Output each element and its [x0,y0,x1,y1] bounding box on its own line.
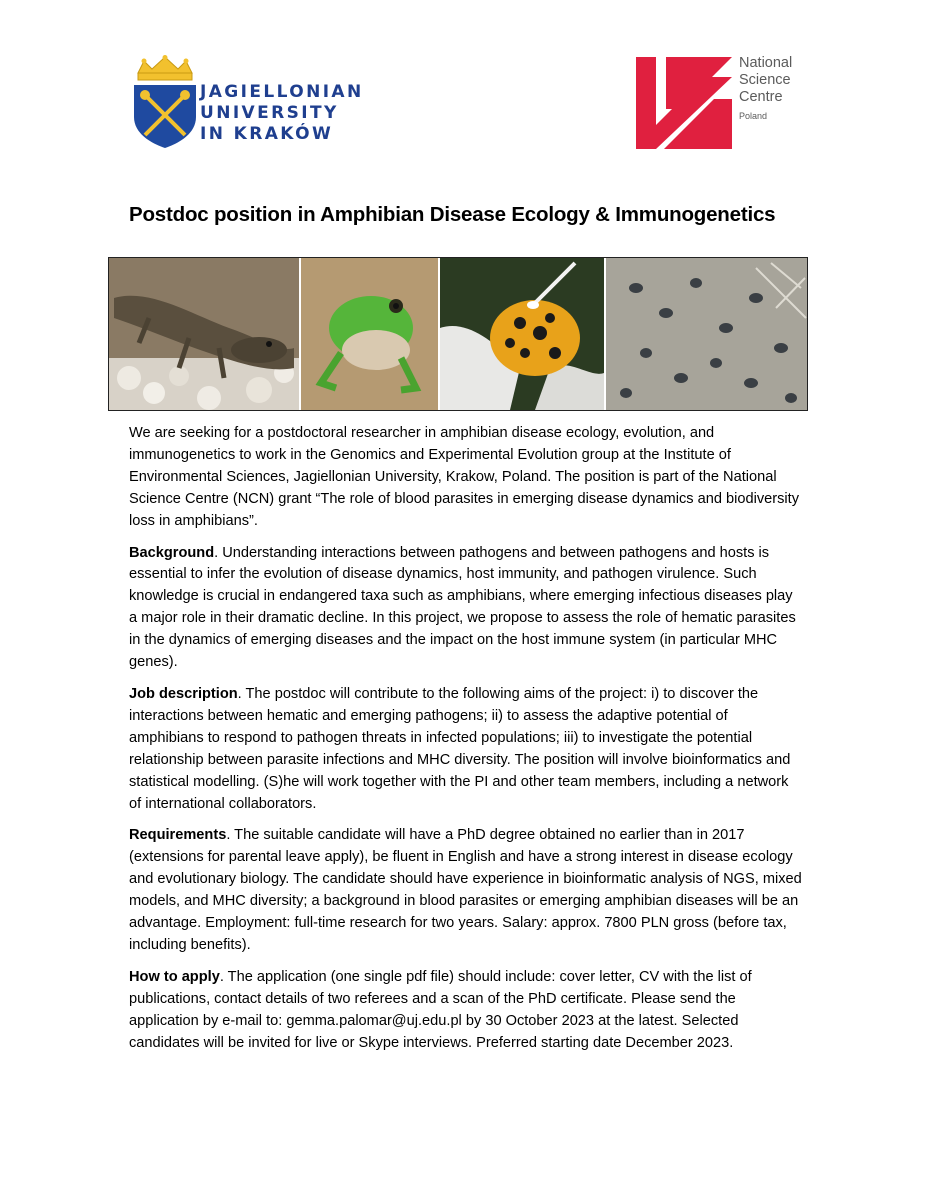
background-label: Background [129,544,215,561]
newt-photo [109,258,299,410]
tadpoles-photo [604,258,807,410]
ncn-mark-icon [636,57,736,149]
intro-paragraph: We are seeking for a postdoctoral researcher in amphibian disease ecology, evolution, and immunogenetics to work in the Genomics and Experimental Evolution group at the Institute of Environmental Sciences, Jagiellonian University, Krakow, Poland. The position is part of the National Science Centre (NCN) grant “The role of blood parasites in emerging disease dynamics and biodiversity loss in amphibians”. [129,425,800,529]
how-to-apply-paragraph [129,967,804,1055]
ncn-name-line2: Science [739,72,791,88]
job-description-text: . The postdoc will contribute to the following aims of the project: i) to discover the interactions between hematic and emerging pathogens; ii) to assess the adaptive potential of amphibians to respond to pathogen threats in infected populations; iii) to investigate the potential relationship between parasite infections and MHC diversity. The position will involve bioinformatics and statistical modelling. (S)he will work together with the PI and other team members, including a network of international collaborators. [129,685,791,812]
university-crest-icon [130,55,200,150]
how-to-apply-label: How to apply [129,968,220,985]
how-to-apply-text: . The application (one single pdf file) should include: cover letter, CV with the list of publications, contact details of two referees and a scan of the PhD certificate. Please send the application by e-mail to: gemma.palomar@uj.edu.pl by 30 October 2023 at the latest. Selected candidates will be invited for live or Skype interviews. Preferred starting date December 2023. [129,968,752,1051]
job-description-label: Job description [129,685,238,702]
university-name-line1: JAGIELLONIAN [200,82,364,102]
ncn-logo [636,57,736,149]
background-paragraph [129,543,804,674]
university-name-line3: IN KRAKÓW [200,124,334,144]
requirements-text: . The suitable candidate will have a PhD degree obtained no earlier than in 2017 (extensions for parental leave apply), be fluent in English and have a strong interest in disease ecology and evolutionary biology. The candidate should have experience in bioinformatic analysis of NGS, mixed models, and MHC diversity; a background in blood parasites or emerging amphibian diseases will be an advantage. Employment: full-time research for two years. Salary: approx. 7800 PLN gross (before tax, including benefits). [129,827,802,953]
ncn-name [739,55,792,123]
background-text: . Understanding interactions between pathogens and between pathogens and hosts is essential to infer the evolution of disease dynamics, host immunity, and pathogen virulence. Such knowledge is crucial in endangered taxa such as amphibians, where emerging infectious diseases play a major role in their dramatic decline. In this project, we propose to assess the role of hematic parasites in the dynamics of emerging diseases and the impact on the host immune system (in particular MHC genes). [129,544,796,671]
amphibian-photo-strip [108,257,808,411]
requirements-label: Requirements [129,827,227,844]
tree-frog-photo [299,258,438,410]
university-name [200,82,364,145]
job-description-paragraph [129,684,804,815]
ncn-country: Poland [739,111,768,121]
swabbed-toad-photo [438,258,604,410]
ncn-name-line3: Centre [739,89,783,105]
university-name-line2: UNIVERSITY [200,103,339,123]
requirements-paragraph [129,825,804,956]
ncn-name-line1: National [739,55,793,71]
job-posting-body [129,423,804,1064]
page-title: Postdoc position in Amphibian Disease Ecology & Immunogenetics [129,203,776,226]
